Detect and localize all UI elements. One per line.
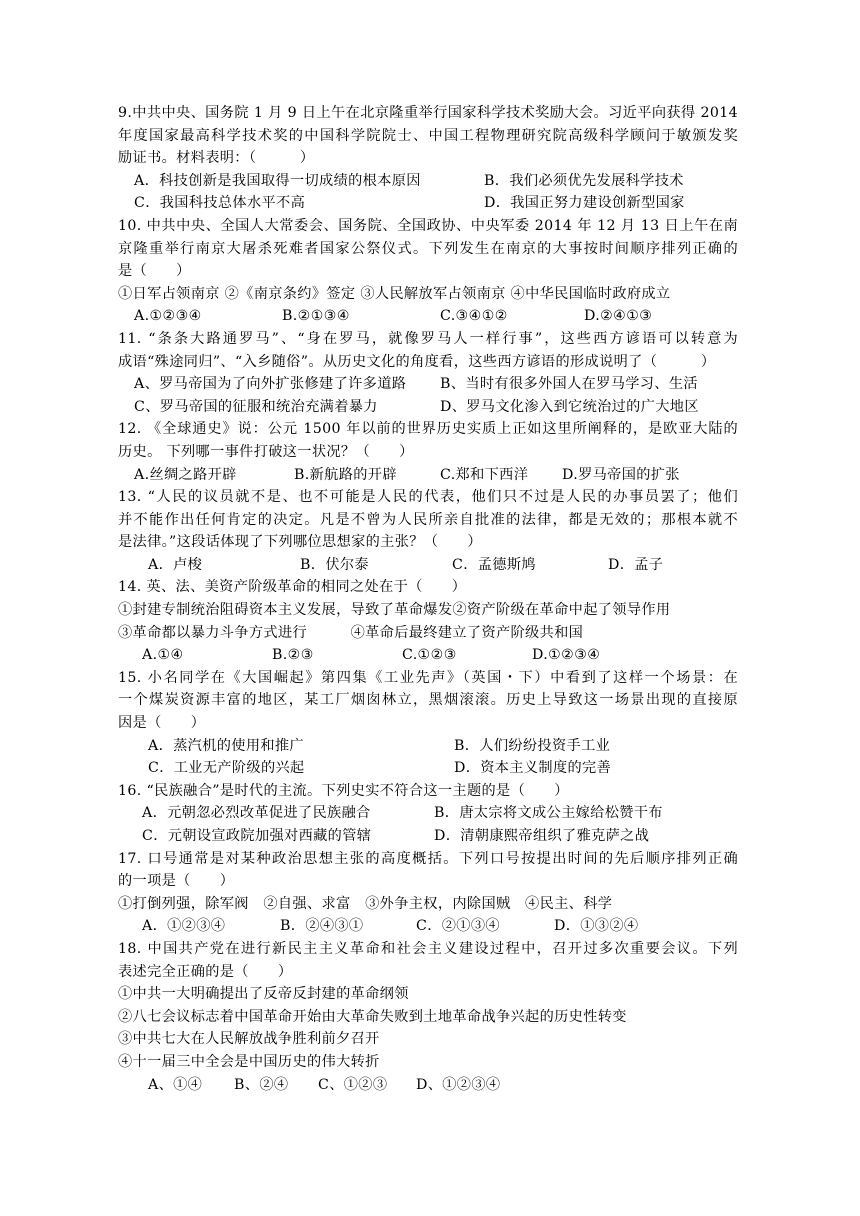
option-c: C、①②③: [318, 1076, 388, 1093]
question-text: 15. 小名同学在《大国崛起》第四集《工业先声》（英国・下）中看到了这样一个场景：在: [118, 669, 738, 686]
option-d: D、①②③④: [416, 1076, 501, 1093]
question-statements: ①打倒列强，除军阀 ②自强、求富 ③外争主权，内除国贼 ④民主、科学: [118, 895, 613, 912]
option-d: D.②④①③: [584, 308, 653, 325]
question-text: 10. 中共中央、全国人大常委会、国务院、全国政协、中央军委 2014 年 12 月 13 日上午在南: [118, 217, 738, 234]
question-statements: ③革命都以暴力斗争方式进行 ④革命后最终建立了资产阶级共和国: [118, 624, 584, 641]
option-a: A．①②③④: [142, 918, 226, 935]
option-d: D．资本主义制度的完善: [454, 760, 612, 777]
option-d: D．我国正努力建设创新型国家: [484, 195, 685, 212]
option-b: B．我们必须优先发展科学技术: [484, 172, 684, 189]
question-text: 是法律。”这段话体现了下列哪位思想家的主张？（ ）: [118, 534, 482, 551]
question-text: 11. “条条大路通罗马”、“身在罗马，就像罗马人一样行事”，这些西方谚语可以转意为: [118, 330, 738, 347]
option-row: [118, 757, 738, 780]
option-d: D．①③②④: [554, 918, 639, 935]
option-c: C．②①③④: [416, 918, 500, 935]
question-16: [118, 780, 738, 848]
option-a: A．科技创新是我国取得一切成绩的根本原因: [134, 172, 421, 189]
option-a: A．元朝忽必烈改革促进了民族融合: [142, 805, 371, 822]
question-statements: ①中共一大明确提出了反帝反封建的革命纲领: [118, 986, 409, 1003]
question-text: 12. 《全球通史》说：公元 1500 年以前的世界历史实质上正如这里所阐释的，是欧亚大陆的: [118, 421, 738, 438]
option-b: B.②①③④: [282, 308, 350, 325]
option-d: D.①②③④: [532, 647, 601, 664]
question-17: [118, 848, 738, 938]
option-row: [118, 554, 738, 577]
option-b: B.②③: [272, 647, 314, 664]
question-13: [118, 486, 738, 576]
option-a: A、①④: [148, 1076, 203, 1093]
question-10: [118, 215, 738, 328]
question-statements: ④十一届三中全会是中国历史的伟大转折: [118, 1053, 380, 1070]
option-row: [118, 170, 738, 193]
question-text: 历史。 下列哪一事件打破这一状况？（ ）: [118, 443, 414, 460]
question-12: [118, 418, 738, 486]
option-b: B．②④③①: [280, 918, 364, 935]
option-b: B、当时有很多外国人在罗马学习、生活: [440, 376, 698, 393]
option-b: B．人们纷纷投资手工业: [454, 737, 611, 754]
question-text: 表述完全正确的是（ ）: [118, 963, 293, 980]
question-statements: ①封建专制统治阻碍资本主义发展，导致了革命爆发②资产阶级在革命中起了领导作用: [118, 602, 671, 619]
question-text: 一个煤炭资源丰富的地区，某工厂烟囱林立，黑烟滚滚。历史上导致这一场景出现的直接原: [118, 692, 738, 709]
question-text: 14. 英、法、美资产阶级革命的相同之处在于（ ）: [118, 579, 467, 596]
option-d: D．清朝康熙帝组织了雅克萨之战: [434, 828, 650, 844]
option-a: A.①④: [142, 647, 184, 664]
option-d: D.罗马帝国的扩张: [562, 466, 680, 483]
question-text: 的一项是（ ）: [118, 873, 235, 890]
option-d: D．孟子: [608, 556, 664, 573]
option-row: [118, 915, 738, 938]
option-c: C、罗马帝国的征服和统治充满着暴力: [134, 398, 378, 415]
option-c: C．我国科技总体水平不高: [134, 195, 306, 212]
option-b: B．伏尔泰: [300, 556, 369, 573]
question-text: 13. “人民的议员就不是、也不可能是人民的代表，他们只不过是人民的办事员罢了；他们: [118, 489, 738, 506]
option-c: C.郑和下西洋: [440, 466, 529, 483]
question-statements: ②八七会议标志着中国革命开始由大革命失败到土地革命战争兴起的历史性转变: [118, 1008, 627, 1025]
question-9: [118, 102, 738, 215]
question-text: 年度国家最高科学技术奖的中国科学院院士、中国工程物理研究院高级科学顾问于敏颁发奖: [118, 127, 738, 144]
option-b: B.新航路的开辟: [294, 466, 397, 483]
option-a: A.丝绸之路开辟: [134, 466, 237, 483]
question-text: 因是（ ）: [118, 715, 206, 732]
exam-page: [118, 102, 738, 1096]
option-row: [118, 373, 738, 396]
option-row: [118, 644, 738, 667]
question-text: 17. 口号通常是对某种政治思想主张的高度概括。下列口号按提出时间的先后顺序排列正确: [118, 850, 738, 867]
question-text: 成语“殊途同归”、“入乡随俗”。从历史文化的角度看，这些西方谚语的形成说明了（ ）: [118, 353, 716, 370]
question-14: [118, 576, 738, 666]
option-c: C.③④①②: [440, 308, 508, 325]
option-row: [118, 396, 738, 419]
question-statements: ①日军占领南京 ②《南京条约》签定 ③人民解放军占领南京 ④中华民国临时政府成立: [118, 285, 671, 302]
option-row: [118, 464, 738, 487]
option-row: [118, 735, 738, 758]
question-statements: ③中共七大在人民解放战争胜利前夕召开: [118, 1031, 380, 1048]
question-text: 18. 中国共产党在进行新民主主义革命和社会主义建设过程中，召开过多次重要会议。下列: [118, 940, 738, 957]
option-c: C．元朝设宣政院加强对西藏的管辖: [142, 828, 372, 844]
question-11: [118, 328, 738, 418]
option-c: C．孟德斯鸠: [452, 556, 536, 573]
question-text: 16. “民族融合”是时代的主流。下列史实不符合这一主题的是（ ）: [118, 782, 569, 799]
option-row: [118, 825, 738, 848]
option-row: [118, 1074, 738, 1097]
question-18: [118, 938, 738, 1096]
option-b: B．唐太宗将文成公主嫁给松赞干布: [434, 805, 663, 822]
option-row: [118, 192, 738, 215]
option-a: A、罗马帝国为了向外扩张修建了许多道路: [134, 376, 407, 393]
question-text: 并不能作出任何肯定的决定。凡是不曾为人民所亲自批准的法律，都是无效的；那根本就不: [118, 511, 738, 528]
question-15: [118, 667, 738, 780]
question-text: 是（ ）: [118, 263, 191, 280]
question-text: 9.中共中央、国务院 1 月 9 日上午在北京隆重举行国家科学技术奖励大会。习近平向获得 2014: [118, 105, 738, 121]
option-row: [118, 305, 738, 328]
option-c: C．工业无产阶级的兴起: [148, 760, 305, 777]
option-d: D、罗马文化渗入到它统治过的广大地区: [440, 398, 699, 415]
option-b: B、②④: [234, 1076, 289, 1093]
option-a: A．卢梭: [148, 556, 203, 573]
option-a: A.①②③④: [134, 308, 202, 325]
question-text: 京隆重举行南京大屠杀死难者国家公祭仪式。下列发生在南京的大事按时间顺序排列正确的: [118, 240, 738, 257]
option-a: A．蒸汽机的使用和推广: [148, 737, 304, 754]
option-c: C.①②③: [402, 647, 457, 664]
question-text: 励证书。材料表明：（ ）: [118, 150, 315, 167]
option-row: [118, 802, 738, 825]
